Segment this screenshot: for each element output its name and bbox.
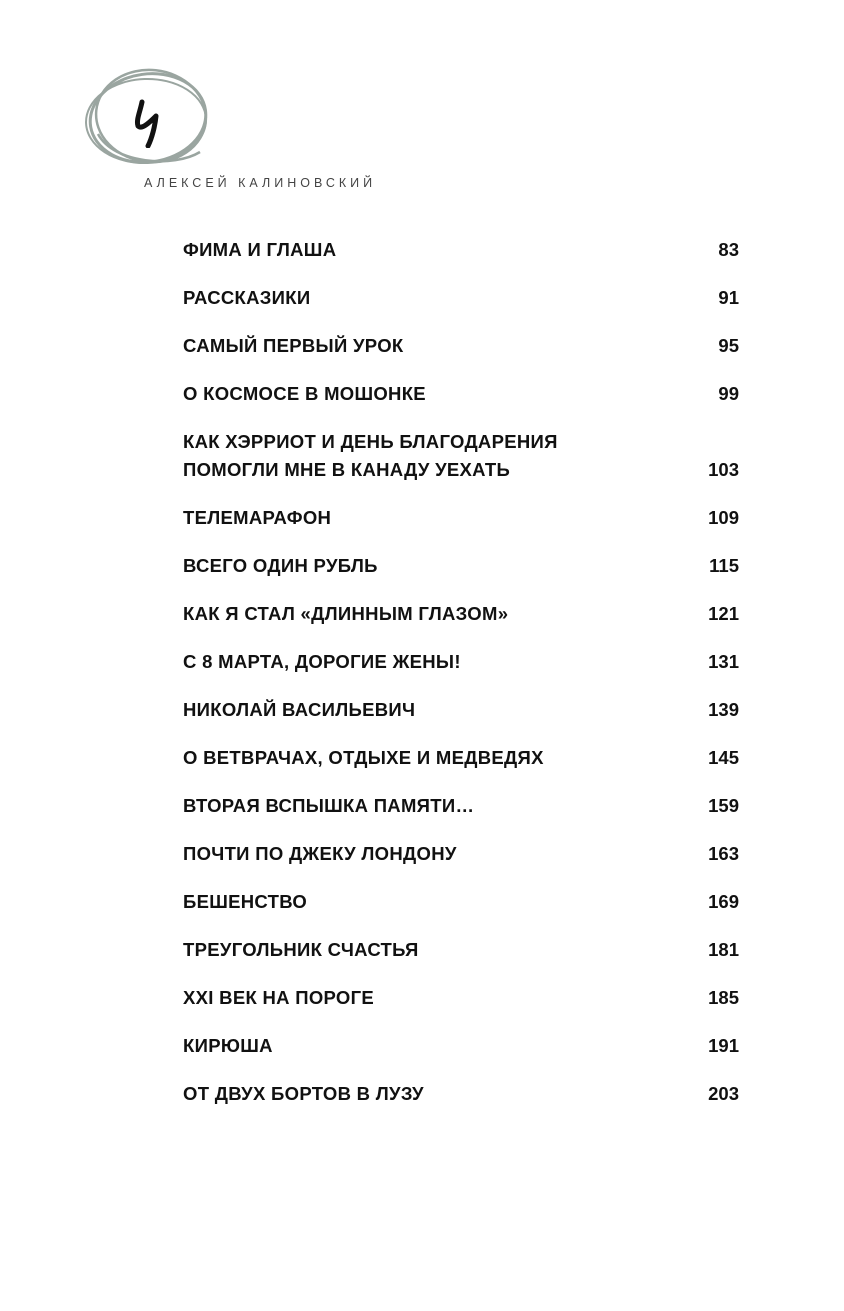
toc-entry[interactable] (183, 1080, 739, 1108)
toc-entry[interactable] (183, 888, 739, 916)
toc-entry-title: XXI ВЕК НА ПОРОГЕ (183, 987, 375, 1008)
toc-entry[interactable] (183, 428, 739, 484)
toc-entry-title: ВСЕГО ОДИН РУБЛЬ (183, 555, 378, 576)
toc-entry[interactable] (183, 284, 739, 312)
toc-entry[interactable] (183, 744, 739, 772)
toc-entry[interactable] (183, 504, 739, 532)
toc-entry-page-number: 159 (708, 795, 739, 816)
table-of-contents (183, 236, 739, 1128)
toc-entry-page-number: 95 (718, 335, 739, 356)
toc-entry-title: ВТОРАЯ ВСПЫШКА ПАМЯТИ… (183, 795, 475, 816)
toc-entry[interactable] (183, 332, 739, 360)
toc-entry[interactable] (183, 552, 739, 580)
toc-entry-title: С 8 МАРТА, ДОРОГИЕ ЖЕНЫ! (183, 651, 461, 672)
digit-four-glyph (130, 98, 170, 148)
toc-entry-title: ТЕЛЕМАРАФОН (183, 507, 332, 528)
toc-entry-page-number: 169 (708, 891, 739, 912)
toc-entry-title: САМЫЙ ПЕРВЫЙ УРОК (183, 335, 404, 356)
running-header (84, 64, 404, 194)
author-name: АЛЕКСЕЙ КАЛИНОВСКИЙ (144, 176, 377, 190)
toc-entry-page-number: 103 (708, 459, 739, 480)
toc-entry[interactable] (183, 792, 739, 820)
toc-entry[interactable] (183, 600, 739, 628)
toc-entry[interactable] (183, 696, 739, 724)
toc-entry-title: КИРЮША (183, 1035, 273, 1056)
toc-entry-title: БЕШЕНСТВО (183, 891, 308, 912)
toc-entry-page-number: 191 (708, 1035, 739, 1056)
toc-entry-title: КАК ХЭРРИОТ И ДЕНЬ БЛАГОДАРЕНИЯ ПОМОГЛИ МНЕ В КАНАДУ УЕХАТЬ (183, 431, 558, 480)
toc-entry-page-number: 99 (718, 383, 739, 404)
toc-entry[interactable] (183, 648, 739, 676)
toc-entry-title: ФИМА И ГЛАША (183, 239, 337, 260)
toc-entry-title: ТРЕУГОЛЬНИК СЧАСТЬЯ (183, 939, 419, 960)
toc-entry[interactable] (183, 380, 739, 408)
toc-entry-title: ОТ ДВУХ БОРТОВ В ЛУЗУ (183, 1083, 424, 1104)
toc-entry[interactable] (183, 936, 739, 964)
toc-entry-page-number: 83 (718, 239, 739, 260)
toc-entry-page-number: 131 (708, 651, 739, 672)
toc-entry-page-number: 185 (708, 987, 739, 1008)
toc-entry-title: РАССКАЗИКИ (183, 287, 311, 308)
toc-entry-page-number: 163 (708, 843, 739, 864)
toc-entry-page-number: 145 (708, 747, 739, 768)
toc-entry-title: НИКОЛАЙ ВАСИЛЬЕВИЧ (183, 699, 416, 720)
toc-entry-title: ПОЧТИ ПО ДЖЕКУ ЛОНДОНУ (183, 843, 457, 864)
toc-entry[interactable] (183, 1032, 739, 1060)
toc-entry-page-number: 109 (708, 507, 739, 528)
toc-entry-page-number: 181 (708, 939, 739, 960)
toc-entry-title: О КОСМОСЕ В МОШОНКЕ (183, 383, 426, 404)
toc-entry[interactable] (183, 984, 739, 1012)
toc-entry-page-number: 203 (708, 1083, 739, 1104)
toc-entry[interactable] (183, 840, 739, 868)
toc-entry-page-number: 115 (709, 555, 739, 576)
toc-entry-page-number: 91 (718, 287, 739, 308)
toc-entry-title: О ВЕТВРАЧАХ, ОТДЫХЕ И МЕДВЕДЯХ (183, 747, 544, 768)
toc-entry-title: КАК Я СТАЛ «ДЛИННЫМ ГЛАЗОМ» (183, 603, 509, 624)
toc-entry-page-number: 121 (708, 603, 739, 624)
toc-entry-page-number: 139 (708, 699, 739, 720)
toc-entry[interactable] (183, 236, 739, 264)
